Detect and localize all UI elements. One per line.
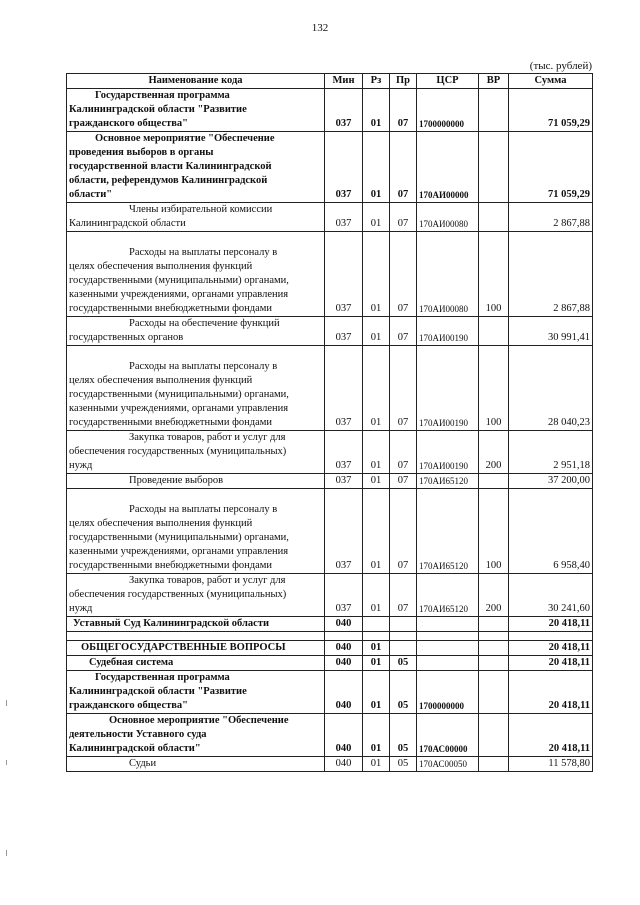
row-rz: 01 (363, 232, 390, 317)
row-rz: 01 (363, 757, 390, 772)
table-row (67, 203, 593, 232)
header-min: Мин (325, 74, 363, 89)
row-pr: 07 (390, 346, 417, 431)
table-row (67, 489, 593, 574)
row-name (67, 317, 325, 346)
row-name-line: государственными (муниципальными) органами, (69, 389, 289, 400)
row-name-line: казенными учреждениями, органами управления (69, 403, 289, 414)
page-number: 132 (311, 22, 329, 34)
row-name-line: Основное мероприятие "Обеспечение (109, 715, 289, 726)
row-csr: 1700000000 (417, 671, 479, 714)
row-rz: 01 (363, 656, 390, 671)
row-csr: 170АС00050 (417, 757, 479, 772)
row-min: 037 (325, 317, 363, 346)
row-name-line: гражданского общества" (69, 700, 189, 711)
header-csr: ЦСР (417, 74, 479, 89)
row-vr: 100 (479, 346, 509, 431)
row-vr: 200 (479, 574, 509, 617)
table-row (67, 671, 593, 714)
row-name (67, 757, 325, 772)
row-sum: 30 991,41 (509, 317, 593, 346)
row-sum: 30 241,60 (509, 574, 593, 617)
row-name-line: проведения выборов в органы (69, 147, 214, 158)
row-csr: 170АИ00080 (417, 232, 479, 317)
spacer-cell (417, 632, 479, 641)
spacer-cell (67, 632, 325, 641)
row-name-line: государственными внебюджетными фондами (69, 417, 273, 428)
row-rz (363, 617, 390, 632)
row-pr (390, 641, 417, 656)
row-sum: 2 867,88 (509, 232, 593, 317)
row-name-line: Расходы на выплаты персоналу в (129, 361, 278, 372)
row-sum: 20 418,11 (509, 617, 593, 632)
row-min: 037 (325, 474, 363, 489)
row-pr: 07 (390, 489, 417, 574)
row-vr: 200 (479, 431, 509, 474)
row-name-line: Калининградской области "Развитие (69, 686, 247, 697)
row-name (67, 89, 325, 132)
table-spacer-row (67, 632, 593, 641)
row-sum: 2 951,18 (509, 431, 593, 474)
row-name (67, 574, 325, 617)
row-vr (479, 317, 509, 346)
row-name-line (69, 232, 322, 246)
row-csr: 170АИ00190 (417, 346, 479, 431)
row-csr: 1700000000 (417, 89, 479, 132)
row-csr (417, 656, 479, 671)
row-name-line: Расходы на выплаты персоналу в (129, 504, 278, 515)
table-row (67, 346, 593, 431)
row-vr (479, 474, 509, 489)
spacer-cell (390, 632, 417, 641)
row-pr (390, 617, 417, 632)
row-name-line: деятельности Уставного суда (69, 729, 207, 740)
row-rz: 01 (363, 474, 390, 489)
row-csr: 170АИ65120 (417, 574, 479, 617)
row-name (67, 671, 325, 714)
row-pr: 07 (390, 431, 417, 474)
row-pr: 05 (390, 656, 417, 671)
row-name-line: области, референдумов Калининградской (69, 175, 268, 186)
table-row (67, 757, 593, 772)
row-vr (479, 617, 509, 632)
row-sum: 20 418,11 (509, 656, 593, 671)
row-name-line (69, 489, 322, 503)
row-name-line: Основное мероприятие "Обеспечение (95, 133, 275, 144)
row-name-line: обеспечения государственных (муниципальных) (69, 589, 287, 600)
row-min: 037 (325, 232, 363, 317)
row-rz: 01 (363, 203, 390, 232)
row-name-line: нужд (69, 603, 93, 614)
row-vr (479, 89, 509, 132)
table-row (67, 574, 593, 617)
row-min: 037 (325, 89, 363, 132)
header-rz: Рз (363, 74, 390, 89)
row-name-line: целях обеспечения выполнения функций (69, 261, 253, 272)
row-vr (479, 671, 509, 714)
row-pr: 07 (390, 203, 417, 232)
row-name (67, 656, 325, 671)
row-rz: 01 (363, 489, 390, 574)
row-pr: 07 (390, 474, 417, 489)
row-name-line: Судьи (129, 758, 157, 769)
row-name (67, 132, 325, 203)
row-min: 040 (325, 714, 363, 757)
row-sum: 20 418,11 (509, 671, 593, 714)
row-name-line: государственной власти Калининградской (69, 161, 272, 172)
row-name-line: Расходы на обеспечение функций (129, 318, 280, 329)
row-name-line: государственных органов (69, 332, 184, 343)
spacer-cell (325, 632, 363, 641)
row-name (67, 346, 325, 431)
row-min: 040 (325, 641, 363, 656)
row-name-line: Судебная система (89, 657, 174, 668)
row-sum: 20 418,11 (509, 714, 593, 757)
table-row (67, 474, 593, 489)
row-min: 037 (325, 346, 363, 431)
row-name-line: целях обеспечения выполнения функций (69, 518, 253, 529)
row-name-line: Калининградской области (69, 218, 186, 229)
row-min: 040 (325, 656, 363, 671)
row-csr: 170АИ65120 (417, 489, 479, 574)
row-csr (417, 617, 479, 632)
spacer-cell (363, 632, 390, 641)
row-name-line: Калининградской области" (69, 743, 201, 754)
row-min: 040 (325, 671, 363, 714)
table-row (67, 656, 593, 671)
row-name (67, 431, 325, 474)
budget-table (66, 73, 593, 772)
row-sum: 6 958,40 (509, 489, 593, 574)
header-name: Наименование кода (67, 74, 325, 89)
row-pr: 05 (390, 671, 417, 714)
row-min: 040 (325, 617, 363, 632)
table-body (67, 89, 593, 772)
row-name-line: Закупка товаров, работ и услуг для (129, 432, 286, 443)
row-name-line: обеспечения государственных (муниципальных) (69, 446, 287, 457)
row-vr (479, 656, 509, 671)
table-row (67, 89, 593, 132)
row-min: 037 (325, 132, 363, 203)
row-name-line: Калининградской области "Развитие (69, 104, 247, 115)
row-vr (479, 132, 509, 203)
row-sum: 37 200,00 (509, 474, 593, 489)
row-rz: 01 (363, 574, 390, 617)
units-label: (тыс. рублей) (529, 60, 592, 72)
row-pr: 07 (390, 232, 417, 317)
row-csr: 170АИ00190 (417, 431, 479, 474)
header-pr: Пр (390, 74, 417, 89)
row-vr (479, 641, 509, 656)
row-sum: 28 040,23 (509, 346, 593, 431)
row-rz: 01 (363, 714, 390, 757)
row-min: 037 (325, 203, 363, 232)
table-row (67, 617, 593, 632)
row-csr: 170АИ00000 (417, 132, 479, 203)
table-row (67, 431, 593, 474)
row-name-line: Члены избирательной комиссии (129, 204, 273, 215)
table-row (67, 317, 593, 346)
row-csr: 170АИ65120 (417, 474, 479, 489)
row-min: 037 (325, 431, 363, 474)
row-min: 040 (325, 757, 363, 772)
row-rz: 01 (363, 132, 390, 203)
row-rz: 01 (363, 317, 390, 346)
spacer-cell (479, 632, 509, 641)
header-vr: ВР (479, 74, 509, 89)
row-csr: 170АИ00080 (417, 203, 479, 232)
row-sum: 11 578,80 (509, 757, 593, 772)
row-vr: 100 (479, 489, 509, 574)
row-min: 037 (325, 489, 363, 574)
row-name-line: гражданского общества" (69, 118, 189, 129)
row-vr (479, 714, 509, 757)
margin-mark (6, 850, 7, 856)
spacer-cell (509, 632, 593, 641)
row-name-line: Уставный Суд Калининградской области (73, 618, 270, 629)
row-csr: 170АИ00190 (417, 317, 479, 346)
row-rz: 01 (363, 641, 390, 656)
row-name (67, 203, 325, 232)
row-name-line: государственными (муниципальными) органами, (69, 532, 289, 543)
table-row (67, 641, 593, 656)
row-name-line: Проведение выборов (129, 475, 224, 486)
row-pr: 05 (390, 714, 417, 757)
row-name-line: казенными учреждениями, органами управления (69, 546, 289, 557)
row-name-line: государственными внебюджетными фондами (69, 560, 273, 571)
row-name-line: нужд (69, 460, 93, 471)
row-rz: 01 (363, 346, 390, 431)
row-pr: 07 (390, 89, 417, 132)
row-name (67, 232, 325, 317)
row-rz: 01 (363, 431, 390, 474)
row-rz: 01 (363, 671, 390, 714)
row-name-line: Закупка товаров, работ и услуг для (129, 575, 286, 586)
row-pr: 07 (390, 574, 417, 617)
row-csr: 170АС00000 (417, 714, 479, 757)
row-pr: 07 (390, 132, 417, 203)
row-name-line: целях обеспечения выполнения функций (69, 375, 253, 386)
row-sum: 2 867,88 (509, 203, 593, 232)
table-row (67, 132, 593, 203)
row-name-line: Государственная программа (95, 90, 230, 101)
margin-mark (6, 760, 7, 765)
row-sum: 20 418,11 (509, 641, 593, 656)
row-name-line: казенными учреждениями, органами управления (69, 289, 289, 300)
row-name-line: Расходы на выплаты персоналу в (129, 247, 278, 258)
row-name-line: области" (69, 189, 113, 200)
row-name (67, 714, 325, 757)
row-name (67, 489, 325, 574)
row-min: 037 (325, 574, 363, 617)
row-name-line: Государственная программа (95, 672, 230, 683)
row-vr (479, 203, 509, 232)
row-name (67, 474, 325, 489)
row-pr: 05 (390, 757, 417, 772)
row-sum: 71 059,29 (509, 132, 593, 203)
row-vr (479, 757, 509, 772)
row-vr: 100 (479, 232, 509, 317)
row-name (67, 617, 325, 632)
row-name (67, 641, 325, 656)
row-name-line (69, 346, 322, 360)
row-rz: 01 (363, 89, 390, 132)
table-header-row (67, 74, 593, 89)
row-pr: 07 (390, 317, 417, 346)
row-name-line: государственными (муниципальными) органами, (69, 275, 289, 286)
margin-mark (6, 700, 7, 706)
table-row (67, 232, 593, 317)
row-name-line: государственными внебюджетными фондами (69, 303, 273, 314)
table-row (67, 714, 593, 757)
row-name-line: ОБЩЕГОСУДАРСТВЕННЫЕ ВОПРОСЫ (81, 642, 286, 653)
header-sum: Сумма (509, 74, 593, 89)
row-sum: 71 059,29 (509, 89, 593, 132)
row-csr (417, 641, 479, 656)
